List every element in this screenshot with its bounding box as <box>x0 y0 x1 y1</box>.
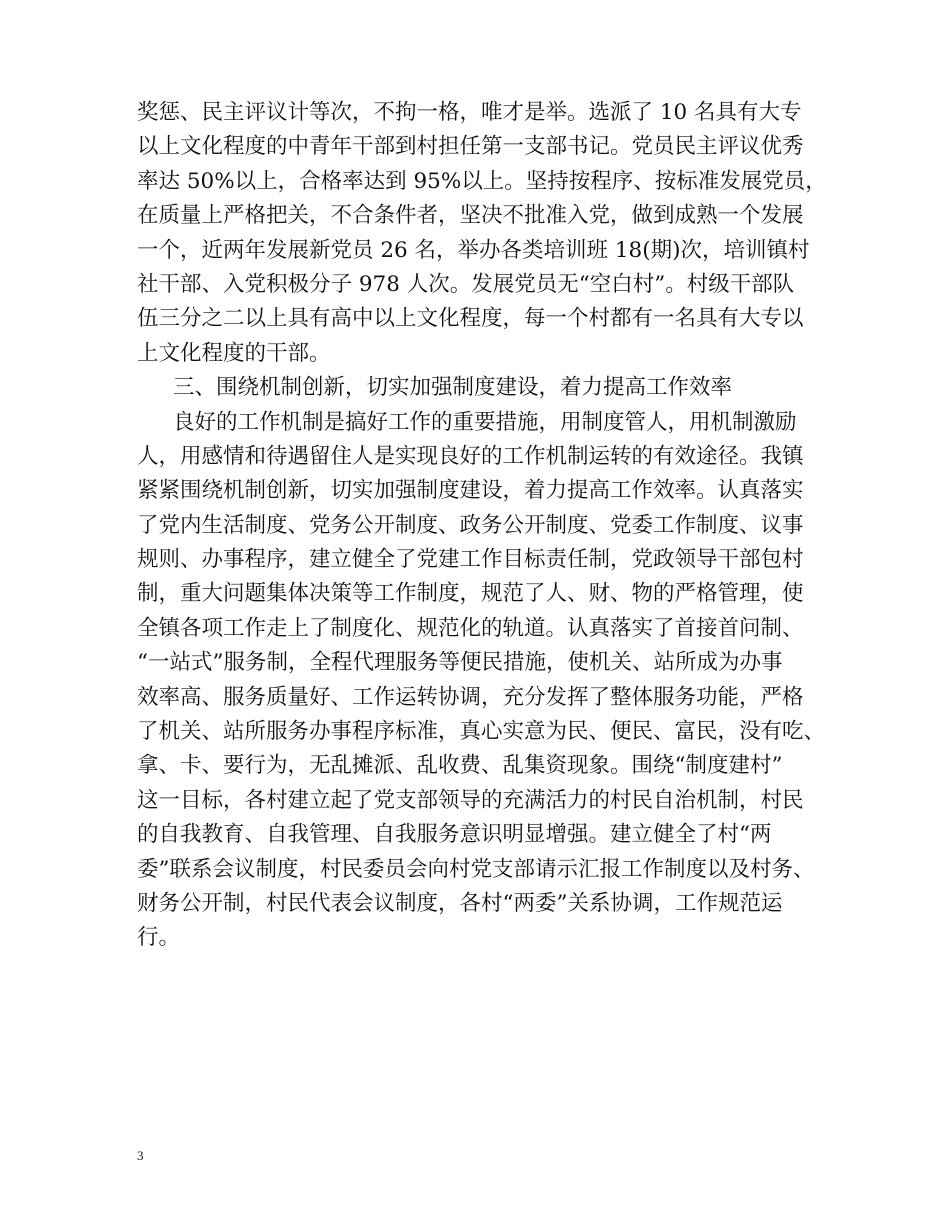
paragraph-line: 这一目标，各村建立起了党支部领导的充满活力的村民自治机制，村民 <box>137 787 804 813</box>
paragraph-line: 奖惩、民主评议计等次，不拘一格，唯才是举。选派了 10 名具有大专 <box>137 100 802 125</box>
paragraph-line: 制，重大问题集体决策等工作制度，规范了人、财、物的严格管理，使 <box>137 581 804 607</box>
paragraph-line: 以上文化程度的中青年干部到村担任第一支部书记。党员民主评议优秀 <box>137 134 804 160</box>
paragraph-line: 在质量上严格把关，不合条件者，坚决不批准入党，做到成熟一个发展 <box>137 203 804 229</box>
paragraph-line: 人，用感情和待遇留住人是实现良好的工作机制运转的有效途径。我镇 <box>137 443 804 469</box>
paragraph-line: 了党内生活制度、党务公开制度、政务公开制度、党委工作制度、议事 <box>137 512 804 538</box>
paragraph-line: 伍三分之二以上具有高中以上文化程度，每一个村都有一名具有大专以 <box>137 306 804 332</box>
paragraph-line: 了机关、站所服务办事程序标准，真心实意为民、便民、富民，没有吃、 <box>137 719 826 745</box>
paragraph-line: 上文化程度的干部。 <box>137 340 331 366</box>
paragraph-line: 率达 50%以上，合格率达到 95%以上。坚持按程序、按标准发展党员， <box>137 168 827 194</box>
paragraph-line: 紧紧围绕机制创新，切实加强制度建设，着力提高工作效率。认真落实 <box>137 478 804 504</box>
paragraph-line: 规则、办事程序，建立健全了党建工作目标责任制，党政领导干部包村 <box>137 547 804 573</box>
paragraph-line: 拿、卡、要行为，无乱摊派、乱收费、乱集资现象。围绕“制度建村” <box>137 753 783 779</box>
paragraph-line: 财务公开制，村民代表会议制度，各村“两委”关系协调，工作规范运 <box>137 890 783 916</box>
paragraph-line: 委”联系会议制度，村民委员会向村党支部请示汇报工作制度以及村务、 <box>137 856 815 882</box>
body-text <box>137 96 827 956</box>
paragraph-line: 行。 <box>137 925 181 951</box>
paragraph-line: 效率高、服务质量好、工作运转协调，充分发挥了整体服务功能，严格 <box>137 684 804 710</box>
paragraph-line: 的自我教育、自我管理、自我服务意识明显增强。建立健全了村“两 <box>137 822 772 848</box>
paragraph-line: 全镇各项工作走上了制度化、规范化的轨道。认真落实了首接首问制、 <box>137 615 804 641</box>
page-number: 3 <box>137 1148 144 1163</box>
paragraph-line: 社干部、入党积极分子 978 人次。发展党员无“空白村”。村级干部队 <box>137 271 795 297</box>
paragraph-line: 一个，近两年发展新党员 26 名，举办各类培训班 18(期)次，培训镇村 <box>137 237 810 263</box>
paragraph-line-indented: 三、围绕机制创新，切实加强制度建设，着力提高工作效率 <box>173 375 733 401</box>
paragraph-line: “一站式”服务制，全程代理服务等便民措施，使机关、站所成为办事 <box>137 650 783 676</box>
paragraph-line-indented: 良好的工作机制是搞好工作的重要措施，用制度管人，用机制激励 <box>173 409 797 435</box>
